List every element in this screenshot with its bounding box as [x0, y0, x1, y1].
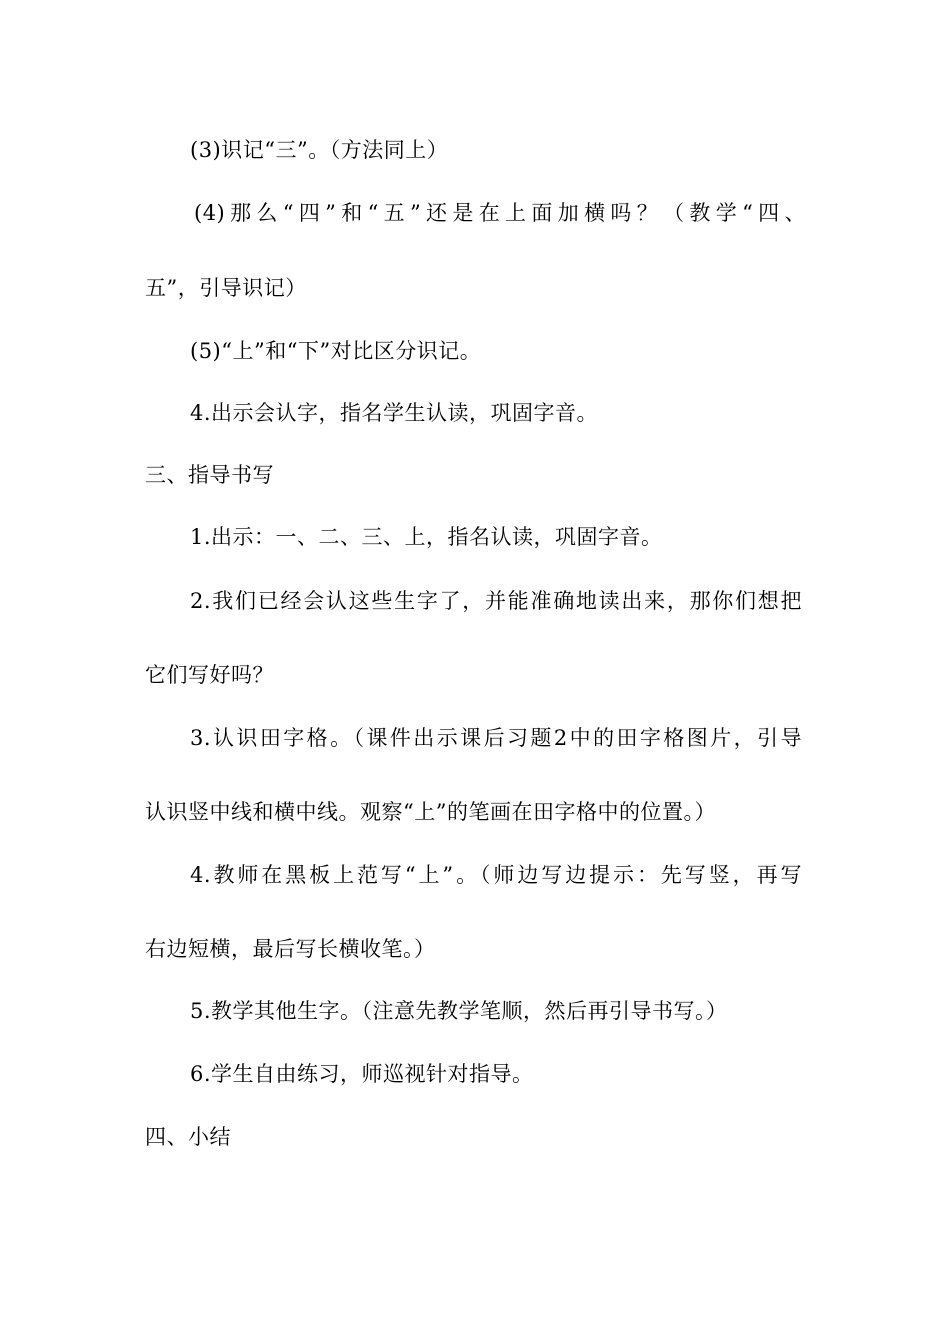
paragraph-line: 6.学生自由练习，师巡视针对指导。: [190, 1062, 534, 1086]
section-heading: 三、指导书写: [145, 463, 274, 487]
paragraph-line: 4.出示会认字，指名学生认读，巩固字音。: [190, 401, 599, 425]
paragraph-line: 4.教师在黑板上范写“上”。（师边写边提示：先写竖，再写: [190, 863, 802, 887]
paragraph-line: 五”，引导识记）: [145, 276, 307, 300]
paragraph-line: 2.我们已经会认这些生字了，并能准确地读出来，那你们想把: [190, 589, 802, 613]
paragraph-line: 5.教学其他生字。（注意先教学笔顺，然后再引导书写。）: [190, 999, 728, 1023]
paragraph-line: (5)“上”和“下”对比区分识记。: [190, 339, 482, 363]
paragraph-line: (4)那么“四”和“五”还是在上面加横吗？（教学“四、: [194, 201, 806, 225]
section-heading: 四、小结: [145, 1125, 231, 1149]
paragraph-line: (3)识记“三”。（方法同上）: [190, 138, 449, 162]
paragraph-line: 右边短横，最后写长横收笔。）: [145, 937, 436, 961]
paragraph-line: 认识竖中线和横中线。观察“上”的笔画在田字格中的位置。）: [145, 800, 716, 824]
paragraph-line: 它们写好吗？: [145, 663, 274, 687]
paragraph-line: 1.出示：一、二、三、上，指名认读，巩固字音。: [190, 525, 663, 549]
paragraph-line: 3.认识田字格。（课件出示课后习题2中的田字格图片，引导: [190, 726, 802, 750]
